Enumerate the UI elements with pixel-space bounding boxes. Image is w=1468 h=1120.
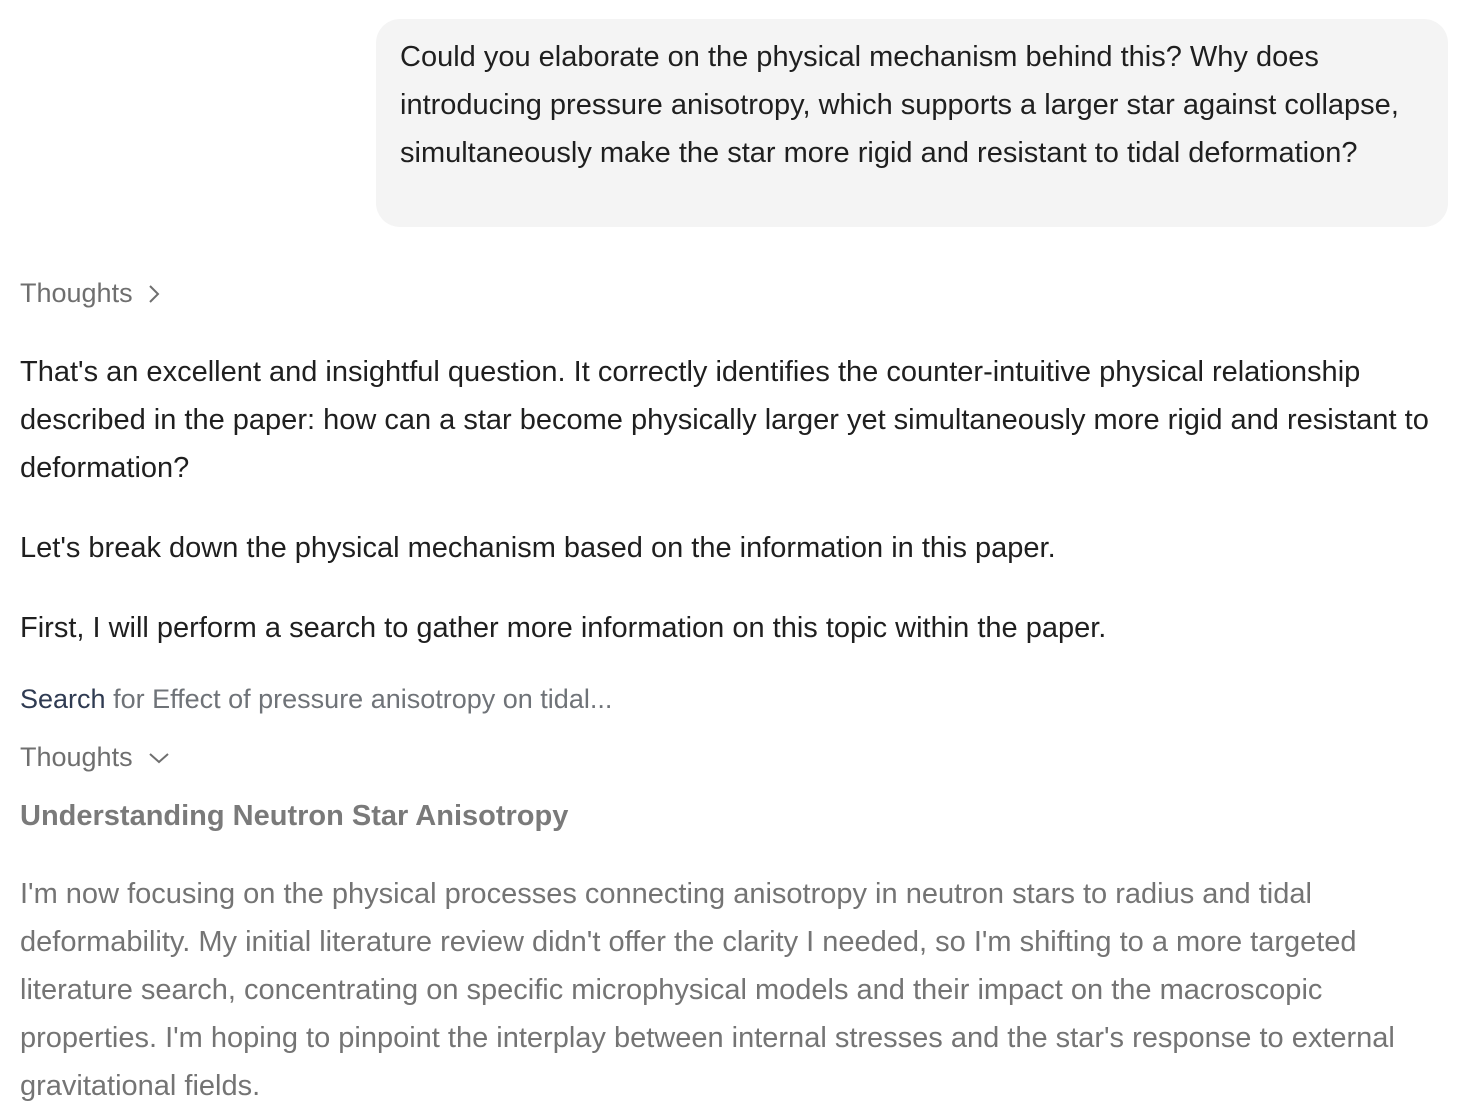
thoughts-label: Thoughts bbox=[20, 742, 133, 772]
thought-body: I'm now focusing on the physical processes connecting anisotropy in neutron stars to radius and tidal deformability. My initial literature review didn't offer the clarity I needed, so I'm shifting to a more targeted literature search, concentrating on specific microphysical models and their impact on the macroscopic properties. I'm hoping to pinpoint the interplay between internal stresses and the star's response to external gravitational fields. bbox=[20, 878, 1395, 1102]
search-query: for Effect of pressure anisotropy on tidal... bbox=[113, 684, 613, 714]
thoughts-toggle-collapsed[interactable] bbox=[20, 278, 161, 309]
response-paragraph: First, I will perform a search to gather more information on this topic within the paper. bbox=[20, 612, 1107, 644]
thoughts-label: Thoughts bbox=[20, 278, 133, 308]
search-keyword: Search bbox=[20, 684, 106, 714]
search-action[interactable] bbox=[20, 684, 612, 715]
thought-title: Understanding Neutron Star Anisotropy bbox=[20, 800, 569, 832]
user-message-bubble bbox=[376, 19, 1448, 227]
response-paragraph: Let's break down the physical mechanism based on the information in this paper. bbox=[20, 532, 1056, 564]
response-paragraph: That's an excellent and insightful question. It correctly identifies the counter-intuitive physical relationship described in the paper: how can a star become physically larger yet simultaneously more rigid and resistant to deformation? bbox=[20, 356, 1429, 484]
user-message-text: Could you elaborate on the physical mechanism behind this? Why does introducing pressure anisotropy, which supports a larger star against collapse, simultaneously make the star more rigid and resistant to tidal deformation? bbox=[400, 41, 1399, 169]
chevron-down-icon bbox=[147, 751, 171, 765]
thoughts-toggle-expanded[interactable] bbox=[20, 742, 171, 773]
chevron-right-icon bbox=[147, 282, 161, 306]
